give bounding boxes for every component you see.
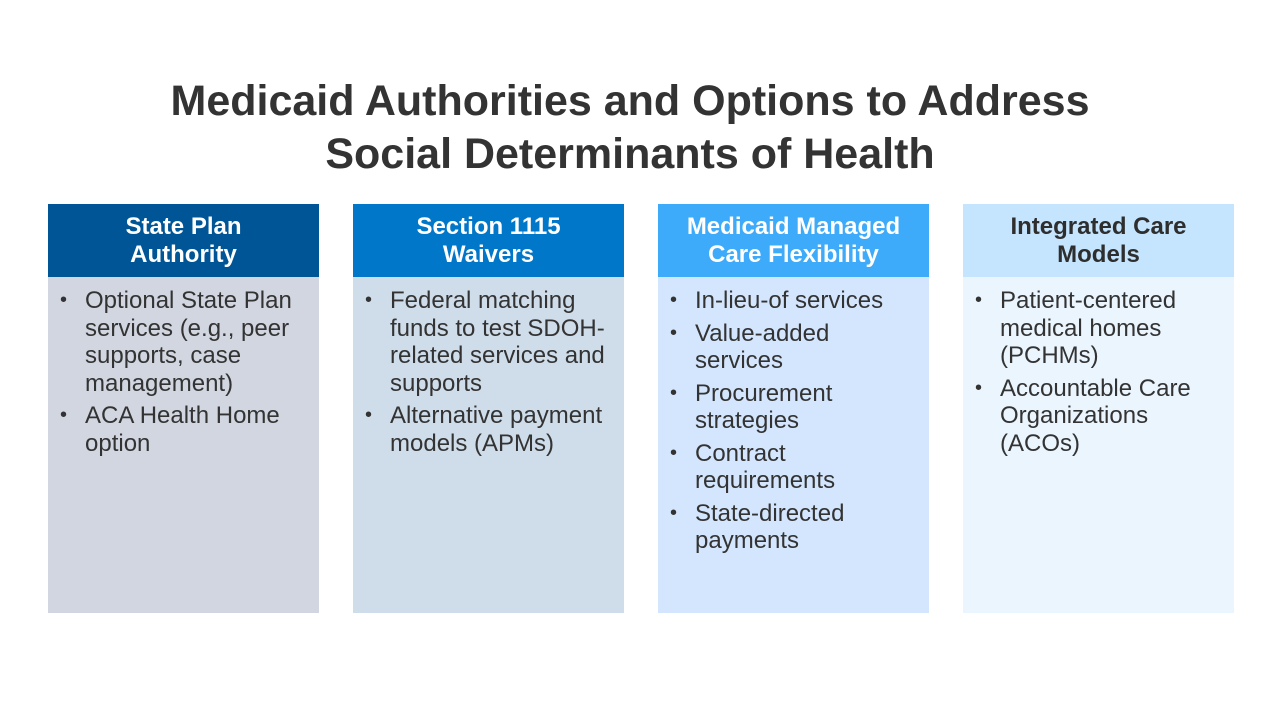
bullet-icon: • (670, 289, 678, 311)
list-item-text: Value-added services (695, 319, 830, 374)
list-item (60, 402, 309, 457)
list-item-text: Federal matching funds to test SDOH-related services and supports (390, 287, 605, 397)
bullet-icon: • (670, 321, 678, 344)
slide-title (40, 75, 1220, 181)
list-item-text: Procurement strategies (695, 379, 833, 434)
column-integrated-care-models (963, 204, 1234, 613)
header-line: Models (1057, 240, 1140, 268)
bullet-list (975, 287, 1224, 457)
list-item (975, 375, 1224, 458)
column-header-state-plan (48, 204, 319, 277)
column-header-integrated-care (963, 204, 1234, 277)
column-section-1115-waivers (353, 204, 624, 613)
header-line: State Plan (125, 212, 242, 240)
column-header-section-1115 (353, 204, 624, 277)
bullet-icon: • (60, 289, 68, 311)
list-item-text: Accountable Care Organizations (ACOs) (1000, 374, 1191, 457)
list-item-text: Optional State Plan services (e.g., peer supports, case management) (85, 287, 292, 397)
list-item (365, 287, 614, 397)
list-item (60, 287, 309, 397)
list-item (670, 440, 919, 495)
list-item-text: In-lieu-of services (695, 287, 884, 314)
column-body-integrated-care (963, 277, 1234, 613)
header-line: Section 1115 (416, 212, 561, 240)
column-body-state-plan (48, 277, 319, 613)
header-line: Authority (130, 240, 237, 268)
title-line-1: Medicaid Authorities and Options to Address (170, 76, 1090, 125)
bullet-list (60, 287, 309, 457)
header-line: Integrated Care (1010, 212, 1187, 240)
authority-columns (48, 204, 1234, 613)
bullet-icon: • (670, 381, 678, 404)
bullet-icon: • (60, 404, 68, 426)
list-item (670, 380, 919, 435)
header-line: Medicaid Managed (686, 212, 901, 240)
column-header-managed-care (658, 204, 929, 277)
bullet-list (670, 287, 919, 555)
list-item (670, 287, 919, 315)
column-managed-care-flexibility (658, 204, 929, 613)
list-item-text: State-directed payments (695, 499, 845, 554)
header-line: Waivers (442, 240, 535, 268)
bullet-icon: • (365, 404, 373, 426)
column-body-section-1115 (353, 277, 624, 613)
bullet-icon: • (670, 501, 678, 524)
list-item-text: ACA Health Home option (85, 402, 280, 457)
title-line-2: Social Determinants of Health (325, 129, 935, 178)
list-item (670, 320, 919, 375)
list-item (975, 287, 1224, 370)
bullet-icon: • (975, 289, 983, 311)
list-item (365, 402, 614, 457)
column-body-managed-care (658, 277, 929, 613)
bullet-icon: • (670, 441, 678, 464)
list-item-text: Contract requirements (695, 439, 836, 494)
list-item-text: Alternative payment models (APMs) (390, 402, 603, 457)
bullet-list (365, 287, 614, 457)
header-line: Care Flexibility (708, 240, 879, 268)
list-item (670, 500, 919, 555)
bullet-icon: • (975, 376, 983, 399)
bullet-icon: • (365, 289, 373, 311)
list-item-text: Patient-centered medical homes (PCHMs) (1000, 287, 1177, 369)
column-state-plan-authority (48, 204, 319, 613)
